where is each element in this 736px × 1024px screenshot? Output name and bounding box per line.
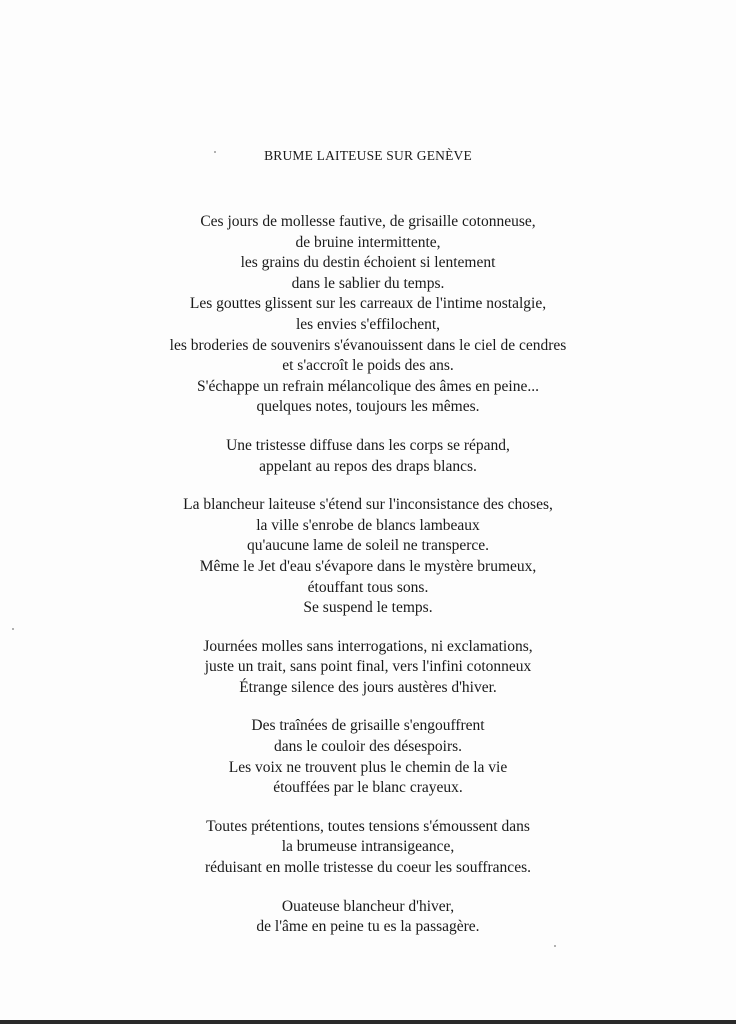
poem-line: les envies s'effilochent, xyxy=(295,315,441,333)
poem-body xyxy=(0,212,736,956)
stanza xyxy=(0,817,736,879)
poem-line: Journées molles sans interrogations, ni exclamations, xyxy=(203,637,533,655)
poem-line: les broderies de souvenirs s'évanouissent dans le ciel de cendres xyxy=(169,336,567,354)
poem-line: La blancheur laiteuse s'étend sur l'inconsistance des choses, xyxy=(183,496,553,514)
stanza xyxy=(0,436,736,477)
poem-line: Des traînées de grisaille s'engouffrent xyxy=(251,717,485,735)
poem-line: Ces jours de mollesse fautive, de grisaille cotonneuse, xyxy=(200,213,536,230)
poem-line: dans le sablier du temps. xyxy=(291,274,445,292)
poem-line: la ville s'enrobe de blancs lambeaux xyxy=(256,516,480,534)
poem-line: réduisant en molle tristesse du coeur les souffrances. xyxy=(205,859,531,877)
stanza xyxy=(0,716,736,798)
poem-line: Étrange silence des jours austères d'hiver. xyxy=(239,678,497,696)
poem-line: S'échappe un refrain mélancolique des âmes en peine... xyxy=(197,377,539,395)
poem-line: Toutes prétentions, toutes tensions s'émoussent dans xyxy=(206,817,530,835)
poem-line: Ouateuse blancheur d'hiver, xyxy=(281,897,455,915)
poem-line: Même le Jet d'eau s'évapore dans le mystère brumeux, xyxy=(199,557,537,575)
poem-line: Se suspend le temps. xyxy=(303,599,433,617)
stanza xyxy=(0,637,736,699)
stanza xyxy=(0,495,736,619)
poem-line: appelant au repos des draps blancs. xyxy=(259,457,477,475)
poem-line: étouffant tous sons. xyxy=(307,578,429,596)
poem-line: de l'âme en peine tu es la passagère. xyxy=(256,918,480,936)
poem-line: Les voix ne trouvent plus le chemin de la vie xyxy=(228,758,508,776)
poem-title: BRUME LAITEUSE SUR GENÈVE xyxy=(264,148,472,163)
poem-line: la brumeuse intransigeance, xyxy=(281,838,455,856)
poem-line: quelques notes, toujours les mêmes. xyxy=(256,398,480,416)
poem-line: et s'accroît le poids des ans. xyxy=(282,357,454,375)
poem-line: de bruine intermittente, xyxy=(295,233,441,251)
stanza xyxy=(0,897,736,938)
stanza xyxy=(0,212,736,418)
poem-line: qu'aucune lame de soleil ne transperce. xyxy=(246,537,490,555)
poem-line: les grains du destin échoient si lentement xyxy=(240,254,496,272)
poem-line: juste un trait, sans point final, vers l'infini cotonneux xyxy=(204,658,532,676)
poem-line: Une tristesse diffuse dans les corps se répand, xyxy=(226,436,510,454)
poem-line: dans le couloir des désespoirs. xyxy=(273,738,463,756)
poem-line: Les gouttes glissent sur les carreaux de l'intime nostalgie, xyxy=(189,295,547,313)
poem-line: étouffées par le blanc crayeux. xyxy=(273,779,463,797)
scan-bottom-edge xyxy=(0,1020,736,1024)
